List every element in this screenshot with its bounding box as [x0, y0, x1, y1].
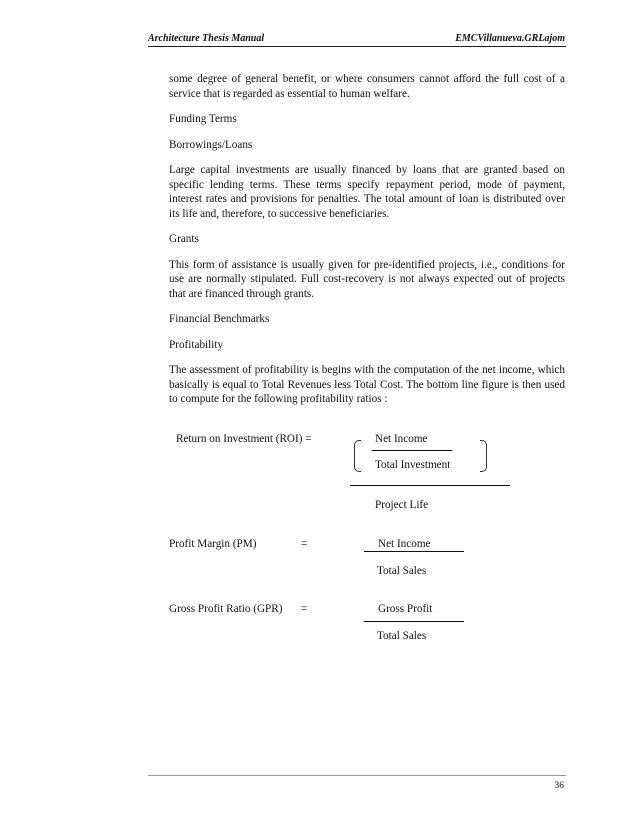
header-rule: [148, 46, 566, 47]
paragraph-public-benefit: some degree of general benefit, or where consumers cannot afford the full cost of a service that is regarded as essential to human welfare.: [169, 73, 565, 100]
paragraph-grants: This form of assistance is usually given for pre-identified projects, i.e., conditions for use are normally stipulated. Full cost-recovery is not always expected out of projects that are financed through grants.: [169, 258, 565, 300]
heading-funding-terms: Funding Terms: [169, 113, 237, 125]
footer-rule: [148, 775, 566, 776]
paragraph-loans: Large capital investments are usually financed by loans that are granted based on specific lending terms. These terms specify repayment period, mode of payment, interest rates and provisions for penalties. The total amount of loan is distributed over its life and, therefore, to successive beneficiaries.: [169, 164, 565, 220]
heading-profitability: Profitability: [169, 338, 224, 351]
roi-numerator: Net Income: [375, 433, 428, 445]
gpr-equals: =: [301, 603, 308, 615]
pm-denominator: Total Sales: [377, 565, 427, 577]
gpr-denominator: Total Sales: [377, 630, 427, 642]
roi-right-bracket: [480, 440, 487, 472]
roi-main-fraction-line: [350, 485, 510, 486]
pm-numerator: Net Income: [378, 538, 431, 550]
heading-financial-benchmarks: Financial Benchmarks: [169, 313, 270, 325]
gpr-fraction-line: [364, 621, 464, 622]
roi-left-bracket: [354, 440, 361, 472]
roi-divisor: Project Life: [375, 499, 429, 511]
heading-grants: Grants: [169, 233, 199, 245]
page-number: 36: [554, 781, 564, 791]
header-title: Architecture Thesis Manual: [148, 33, 265, 44]
heading-borrowings-loans: Borrowings/Loans: [169, 138, 253, 151]
roi-fraction-line: [372, 450, 452, 451]
header-authors: EMCVillanueva.GRLajom: [455, 33, 565, 44]
pm-label: Profit Margin (PM): [169, 538, 257, 550]
gpr-numerator: Gross Profit: [378, 603, 433, 615]
gpr-label: Gross Profit Ratio (GPR): [169, 603, 283, 615]
paragraph-profitability: The assessment of profitability is begins with the computation of the net income, which basically is equal to Total Revenues less Total Cost. The bottom line figure is then used to compute for the following profitability ratios :: [169, 364, 565, 405]
pm-fraction-line: [364, 551, 464, 552]
roi-denominator: Total Investment: [375, 459, 451, 471]
roi-label: Return on Investment (ROI) =: [176, 433, 312, 445]
pm-equals: =: [301, 538, 308, 550]
body-text: [169, 72, 565, 407]
